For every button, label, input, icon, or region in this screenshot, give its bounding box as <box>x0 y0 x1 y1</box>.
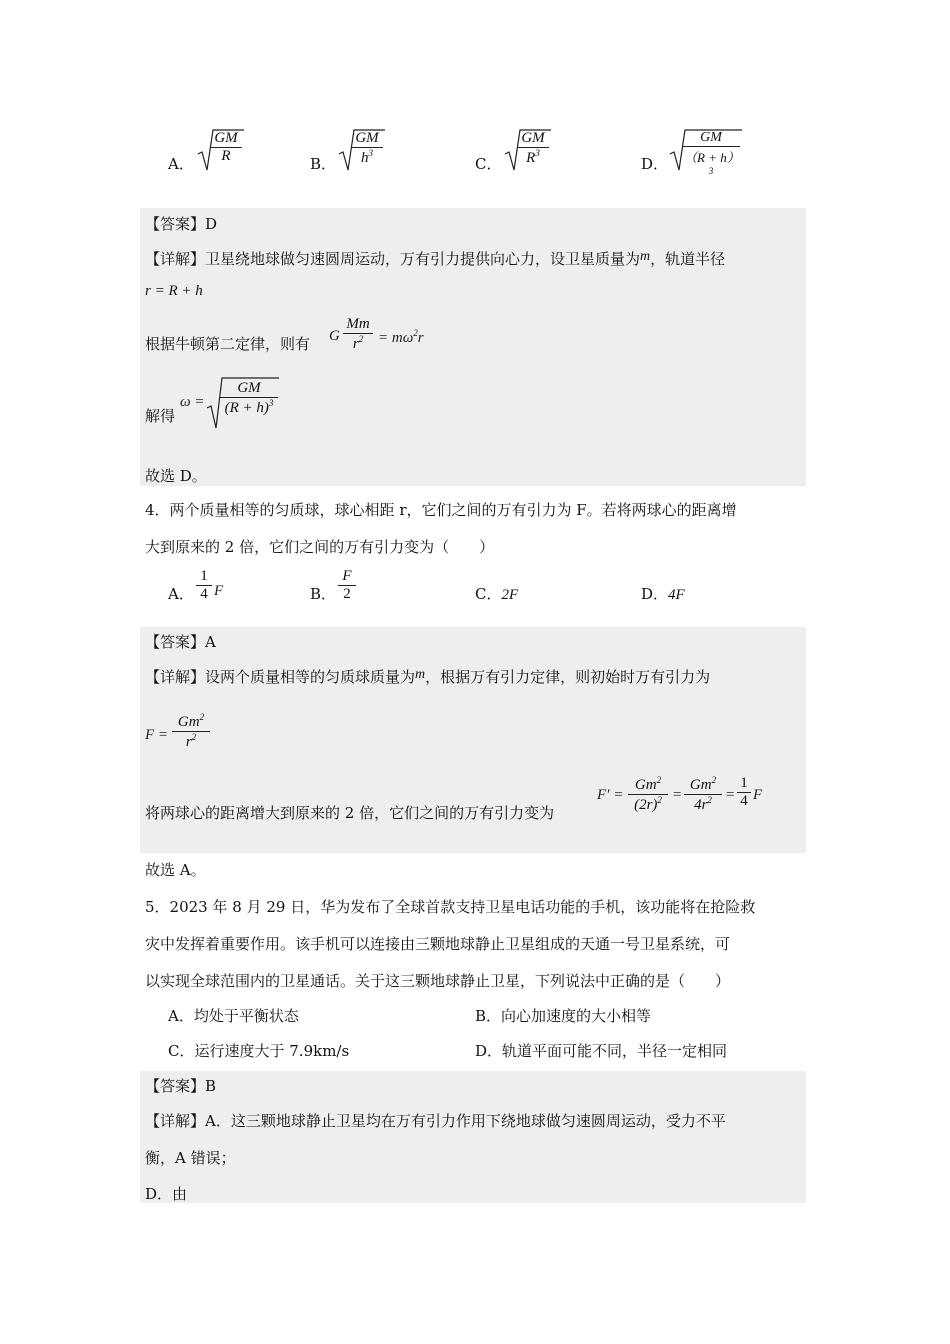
q3-option-a-label: A． <box>168 155 194 173</box>
q3-newton-text: 根据牛顿第二定律，则有 <box>145 335 311 353</box>
q3-option-b-fraction: GM $h^3$ <box>351 130 383 167</box>
q4-option-d: D．4F <box>641 585 685 603</box>
q4-double-text: 将两球心的距离增大到原来的 2 倍，它们之间的万有引力变为 <box>145 804 555 822</box>
q4-equals: = <box>672 787 683 803</box>
q5-stem-line1: 5．2023 年 8 月 29 日，华为发布了全球首款支持卫星电话功能的手机，该功能将在抢险救 <box>145 898 756 916</box>
q3-solve-fraction: GM $(R + h)^3$ <box>220 380 278 417</box>
q3-answer: 【答案】D <box>145 215 218 233</box>
q3-newton-fraction: Mm $r^2$ <box>343 316 373 353</box>
q4-fprime-fraction3: 1 4 <box>737 775 751 810</box>
q4-option-b-fraction: F 2 <box>338 568 356 603</box>
q3-solve-text: 解得 <box>145 407 176 425</box>
q3-option-a-fraction: GM R <box>210 130 242 165</box>
q5-stem-line3: 以实现全球范围内的卫星通话。关于这三颗地球静止卫星，下列说法中正确的是（ ） <box>145 972 731 990</box>
q5-detail-line1: 【详解】A．这三颗地球静止卫星均在万有引力作用下绕地球做匀速圆周运动，受力不平 <box>145 1112 726 1130</box>
q5-detail-line2: 衡，A 错误； <box>145 1149 236 1167</box>
q3-option-d-label: D． <box>641 155 669 173</box>
q4-option-b-label: B． <box>310 585 337 603</box>
q3-newton-rhs: = $m\omega^2r$ <box>378 328 424 346</box>
q4-fprime-fraction1: Gm$^2$ $(2r)^2$ <box>628 775 668 814</box>
q5-option-c: C．运行速度大于 7.9km/s <box>168 1042 350 1060</box>
q4-fprime-fraction2: Gm$^2$ $4r^2$ <box>684 775 722 814</box>
q3-conclusion: 故选 D。 <box>145 467 207 485</box>
q4-stem-line2: 大到原来的 2 倍，它们之间的万有引力变为（ ） <box>145 538 495 556</box>
q5-stem-line2: 灾中发挥着重要作用。该手机可以连接由三颗地球静止卫星组成的天通一号卫星系统，可 <box>145 935 731 953</box>
q3-solve-lhs: ω = <box>180 394 205 410</box>
q3-orbit-radius: r = R + h <box>145 283 203 299</box>
q5-option-a: A．均处于平衡状态 <box>168 1007 299 1025</box>
q4-detail-line1: 【详解】设两个质量相等的匀质球质量为m，根据万有引力定律，则初始时万有引力为 <box>145 667 711 686</box>
q5-answer: 【答案】B <box>145 1077 217 1095</box>
q3-detail-line1: 【详解】卫星绕地球做匀速圆周运动，万有引力提供向心力，设卫星质量为m，轨道半径 <box>145 249 726 268</box>
q3-option-d-fraction: GM $(R + h)^3$ <box>684 130 740 176</box>
q3-option-c-label: C． <box>475 155 502 173</box>
q4-fprime-lhs: F′ = <box>597 787 624 803</box>
q4-f-lhs: F = <box>145 727 169 743</box>
q4-option-a-fraction: 1 4 <box>196 568 212 603</box>
q4-f-fraction: Gm$^2$ $r^2$ <box>172 712 210 751</box>
q5-option-d: D．轨道平面可能不同，半径一定相同 <box>475 1042 728 1060</box>
q3-option-c-fraction: GM $R^3$ <box>517 130 549 167</box>
q3-option-b-label: B． <box>310 155 337 173</box>
q4-stem-line1: 4．两个质量相等的匀质球，球心相距 r，它们之间的万有引力为 F。若将两球心的距离增 <box>145 501 737 519</box>
q4-option-a-label: A． <box>168 585 194 603</box>
q4-option-a-tail: F <box>214 583 224 599</box>
q4-fprime-tail: F <box>753 787 763 803</box>
q4-option-c: C．2F <box>475 585 519 603</box>
q4-answer: 【答案】A <box>145 633 216 651</box>
q3-newton-G: G <box>329 328 340 344</box>
q4-conclusion: 故选 A。 <box>145 861 206 879</box>
q5-detail-line3: D．由 <box>145 1185 188 1203</box>
q5-option-b: B．向心加速度的大小相等 <box>475 1007 652 1025</box>
q4-equals: = <box>725 787 736 803</box>
q5-answer-block <box>140 1071 806 1203</box>
